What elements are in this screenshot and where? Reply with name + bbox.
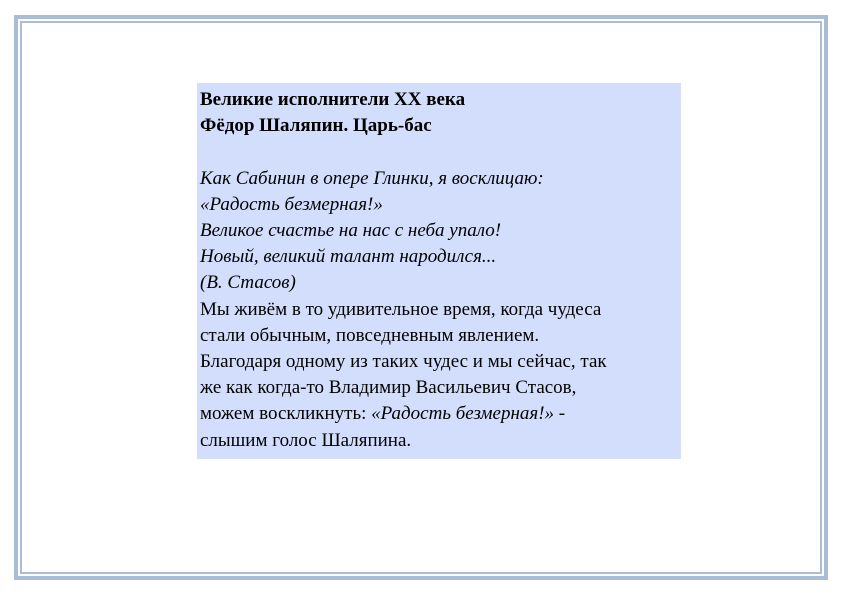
epigraph-line: «Радость безмерная!» [200,193,383,215]
quote-text: «Радость безмерная!» [371,403,555,425]
slide-subtitle: Фёдор Шаляпин. Царь-бас [200,115,432,137]
blank-line [200,139,677,165]
epigraph-attribution: (В. Стасов) [200,272,296,294]
epigraph-line: Как Сабинин в опере Глинки, я восклицаю: [200,167,544,189]
body-text: - [554,403,566,425]
body-line: Благодаря одному из таких чудес и мы сейчас, так [200,351,607,373]
epigraph-line: Великое счастье на нас с неба упало! [200,220,502,241]
body-text: можем воскликнуть: [200,403,372,425]
body-line-quote [200,401,677,427]
body-line: стали обычным, повседневным явлением. [200,324,540,346]
body-line: слышим голос Шаляпина. [200,429,412,451]
epigraph-line: Новый, великий талант народился... [200,246,497,268]
slide-title: Великие исполнители XX века [200,89,466,110]
slide-text-box [197,83,681,459]
body-line: же как когда-то Владимир Васильевич Стасов, [200,377,577,399]
body-line: Мы живём в то удивительное время, когда чудеса [200,298,602,320]
